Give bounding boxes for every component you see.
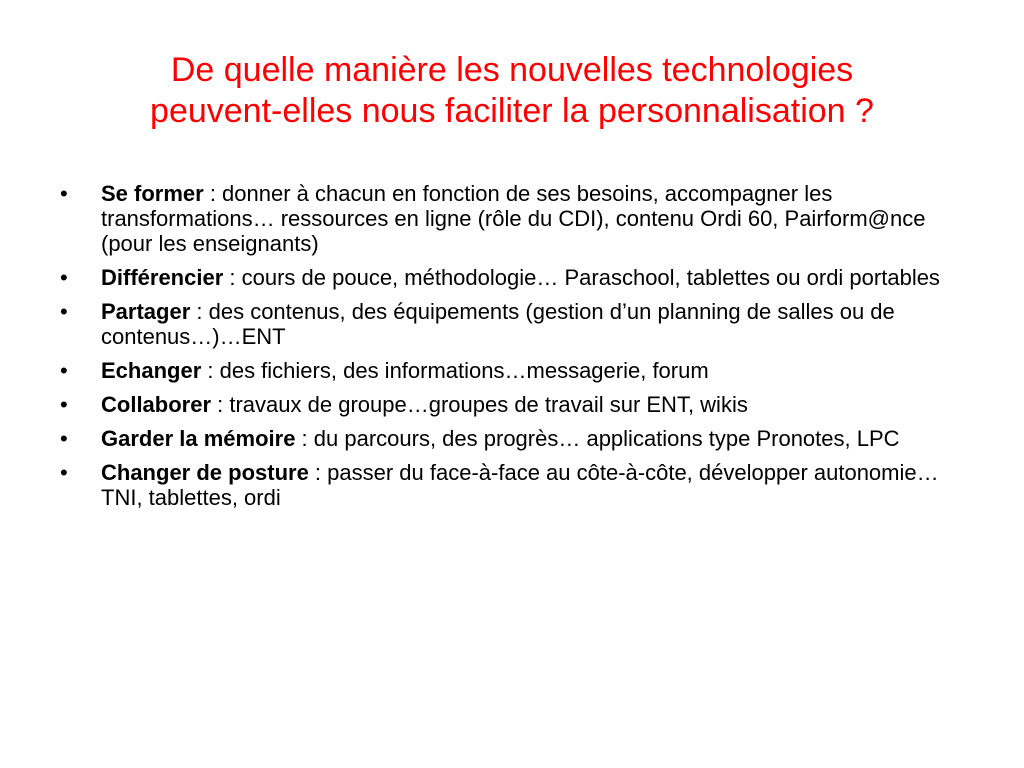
bullet-text: : du parcours, des progrès… applications type Pronotes, LPC bbox=[295, 426, 900, 451]
bullet-term: Différencier bbox=[101, 265, 224, 290]
bullet-text: : travaux de groupe…groupes de travail sur ENT, wikis bbox=[211, 392, 748, 417]
bullet-icon: • bbox=[60, 299, 68, 324]
bullet-item-collaborer bbox=[60, 392, 960, 417]
bullet-text: : des fichiers, des informations…messagerie, forum bbox=[201, 358, 709, 383]
bullet-item-se-former bbox=[60, 181, 960, 256]
bullet-icon: • bbox=[60, 426, 68, 451]
bullet-text: : passer du face-à-face au côte-à-côte, développer autonomie… TNI, tablettes, ordi bbox=[101, 460, 939, 510]
bullet-term: Se former bbox=[101, 181, 204, 206]
bullet-text: : cours de pouce, méthodologie… Paraschool, tablettes ou ordi portables bbox=[223, 265, 940, 290]
bullet-item-changer-de-posture bbox=[60, 460, 960, 510]
bullet-list bbox=[60, 181, 960, 519]
bullet-icon: • bbox=[60, 265, 68, 290]
bullet-term: Echanger bbox=[101, 358, 202, 383]
title-line-2: peuvent-elles nous faciliter la personnalisation ? bbox=[150, 92, 874, 130]
slide-title bbox=[60, 50, 964, 132]
bullet-icon: • bbox=[60, 392, 68, 417]
bullet-term: Changer de posture bbox=[101, 460, 309, 485]
bullet-icon: • bbox=[60, 181, 68, 206]
bullet-item-garder-la-memoire bbox=[60, 426, 960, 451]
title-line-1: De quelle manière les nouvelles technologies bbox=[170, 51, 854, 89]
bullet-item-differencier bbox=[60, 265, 960, 290]
bullet-icon: • bbox=[60, 460, 68, 485]
bullet-icon: • bbox=[60, 358, 68, 383]
bullet-text: : des contenus, des équipements (gestion d’un planning de salles ou de contenus…)…ENT bbox=[101, 299, 895, 349]
bullet-term: Collaborer bbox=[101, 392, 212, 417]
bullet-term: Garder la mémoire bbox=[101, 426, 296, 451]
bullet-item-echanger bbox=[60, 358, 960, 383]
bullet-term: Partager bbox=[101, 299, 191, 324]
bullet-item-partager bbox=[60, 299, 960, 349]
bullet-text: : donner à chacun en fonction de ses besoins, accompagner les transformations… ressources en ligne (rôle du CDI), contenu Ordi 60, Pairform@nce (pour les enseignants) bbox=[101, 181, 926, 256]
